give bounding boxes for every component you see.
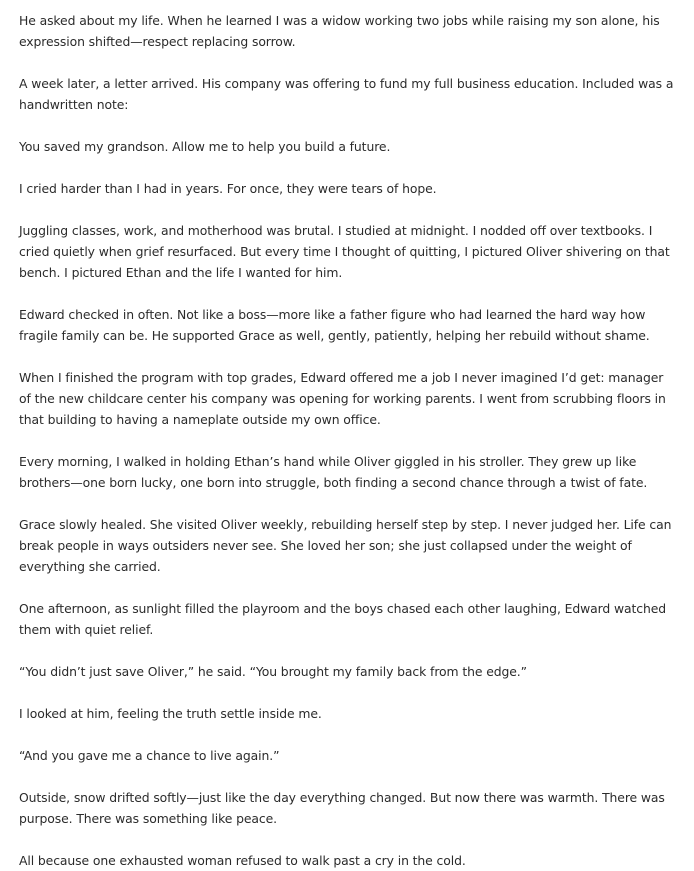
- paragraph-5: Juggling classes, work, and motherhood was brutal. I studied at midnight. I nodded off over textbooks. I cried quietly when grief resurfaced. But every time I thought of quitting, I pictured Oliver shivering on that bench. I pictured Ethan and the life I wanted for him.: [19, 223, 670, 280]
- paragraph-1: He asked about my life. When he learned I was a widow working two jobs while raising my son alone, his expression shifted—respect replacing sorrow.: [19, 13, 660, 49]
- paragraph-8: Every morning, I walked in holding Ethan’s hand while Oliver giggled in his stroller. They grew up like brothers—one born lucky, one born into struggle, both finding a second chance through a twist of fate.: [19, 454, 648, 490]
- paragraph-7: When I finished the program with top grades, Edward offered me a job I never imagined I’d get: manager of the new childcare center his company was opening for working parents. I went from scrubbing floors in that building to having a nameplate outside my own office.: [19, 370, 666, 427]
- paragraph-6: Edward checked in often. Not like a boss—more like a father figure who had learned the hard way how fragile family can be. He supported Grace as well, gently, patiently, helping her rebuild without shame.: [19, 307, 650, 343]
- paragraph-3: You saved my grandson. Allow me to help you build a future.: [19, 139, 391, 154]
- paragraph-4: I cried harder than I had in years. For once, they were tears of hope.: [19, 181, 437, 196]
- paragraph-13: “And you gave me a chance to live again.”: [19, 748, 280, 763]
- paragraph-9: Grace slowly healed. She visited Oliver weekly, rebuilding herself step by step. I never judged her. Life can break people in ways outsiders never see. She loved her son; she just collapsed under the weight of everything she carried.: [19, 517, 672, 574]
- paragraph-11: “You didn’t just save Oliver,” he said. “You brought my family back from the edge.”: [19, 664, 527, 679]
- paragraph-14: Outside, snow drifted softly—just like the day everything changed. But now there was warmth. There was purpose. There was something like peace.: [19, 790, 665, 826]
- paragraph-10: One afternoon, as sunlight filled the playroom and the boys chased each other laughing, Edward watched them with quiet relief.: [19, 601, 667, 637]
- paragraph-2: A week later, a letter arrived. His company was offering to fund my full business education. Included was a handwritten note:: [19, 76, 674, 112]
- paragraph-12: I looked at him, feeling the truth settle inside me.: [19, 706, 322, 721]
- paragraph-15: All because one exhausted woman refused to walk past a cry in the cold.: [19, 853, 466, 868]
